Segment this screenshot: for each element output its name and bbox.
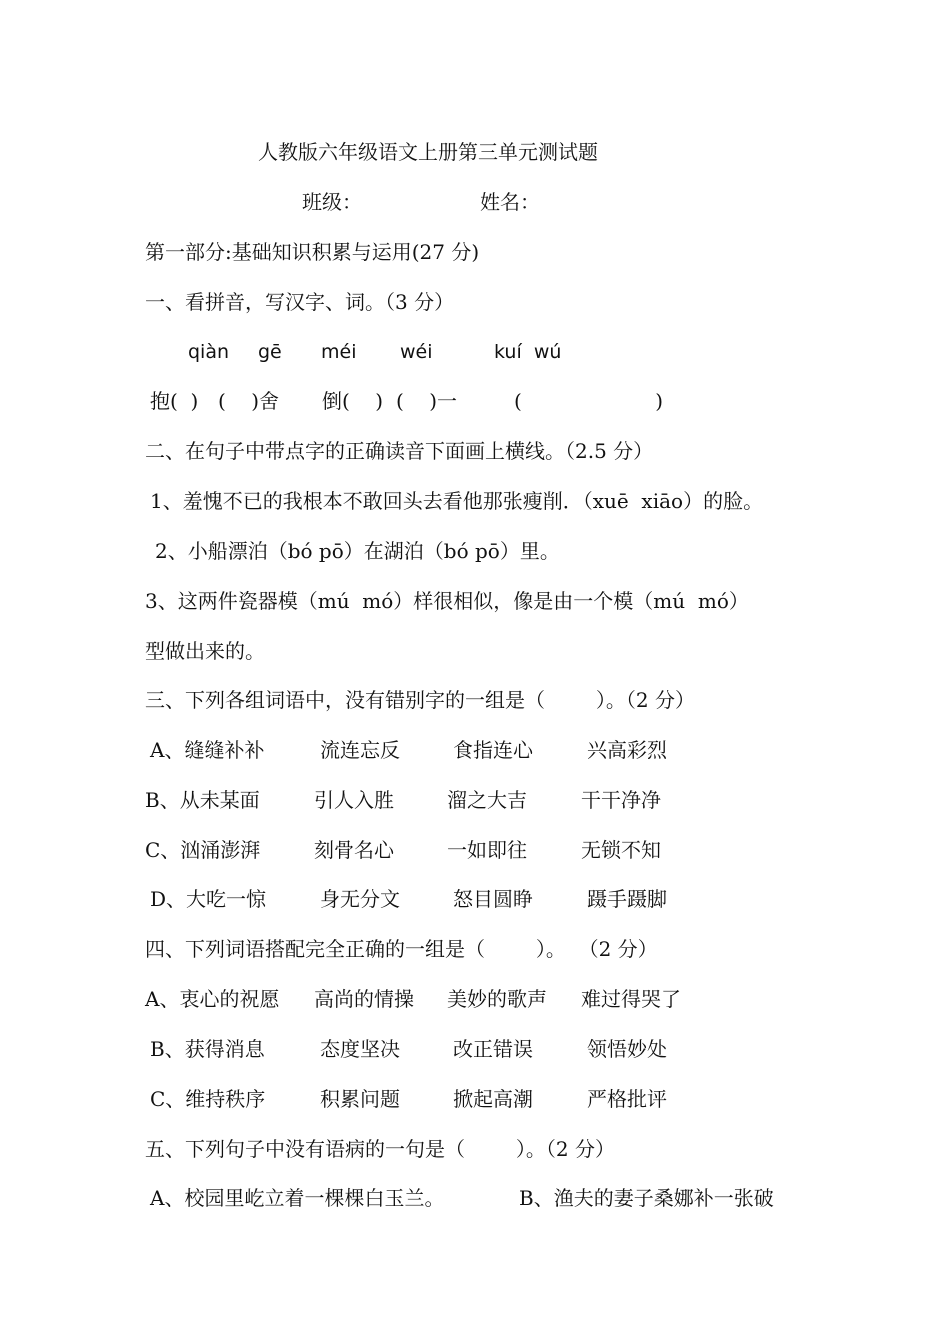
q2-heading: 二、在句子中带点字的正确读音下面画上横线。（2.5 分） <box>145 439 654 463</box>
q4-option-b-2: 态度坚决 <box>320 1037 400 1061</box>
q2-sentence-2: 2、小船漂泊（bó pō）在湖泊（bó pō）里。 <box>155 539 560 563</box>
q3-option-b-3: 溜之大吉 <box>447 788 527 812</box>
q5-heading: 五、下列句子中没有语病的一句是（ ）。（2 分） <box>145 1137 615 1161</box>
q5-option-a: A、校园里屹立着一棵棵白玉兰。 <box>150 1186 445 1210</box>
q3-option-d-1: D、大吃一惊 <box>150 887 267 911</box>
q2-sentence-3b: 型做出来的。 <box>145 639 265 663</box>
q3-option-a-3: 食指连心 <box>453 738 533 762</box>
q4-option-a-2: 高尚的情操 <box>314 987 414 1011</box>
q3-option-a-4: 兴高彩烈 <box>587 738 667 762</box>
q3-option-d-3: 怒目圆睁 <box>453 887 533 911</box>
q5-option-b: B、渔夫的妻子桑娜补一张破 <box>519 1186 774 1210</box>
name-label: 姓名： <box>480 190 540 214</box>
q1-pinyin-2: gē <box>258 341 282 363</box>
q1-blank-4: ( )一 <box>396 389 458 413</box>
q1-pinyin-4: wéi <box>400 341 433 363</box>
q4-option-b-4: 领悟妙处 <box>587 1037 667 1061</box>
q4-option-c-4: 严格批评 <box>587 1087 667 1111</box>
q4-option-a-4: 难过得哭了 <box>581 987 681 1011</box>
q1-blank-3: 倒( ) <box>322 389 384 413</box>
q3-option-c-1: C、汹涌澎湃 <box>145 838 261 862</box>
q4-option-c-1: C、维持秩序 <box>150 1087 266 1111</box>
q3-option-b-4: 干干净净 <box>581 788 661 812</box>
q1-blank-5: ( ) <box>514 389 664 413</box>
q3-option-c-3: 一如即往 <box>447 838 527 862</box>
class-label: 班级： <box>302 190 362 214</box>
q3-option-d-4: 蹑手蹑脚 <box>587 887 667 911</box>
q3-option-b-2: 引人入胜 <box>314 788 394 812</box>
q4-option-b-3: 改正错误 <box>453 1037 533 1061</box>
q3-option-b-1: B、从未某面 <box>145 788 260 812</box>
q1-blank-2: ( )舍 <box>218 389 280 413</box>
q3-option-a-1: A、缝缝补补 <box>150 738 265 762</box>
q3-option-a-2: 流连忘反 <box>320 738 400 762</box>
q4-option-a-1: A、衷心的祝愿 <box>145 987 280 1011</box>
page-title: 人教版六年级语文上册第三单元测试题 <box>258 140 598 164</box>
q3-option-c-2: 刻骨名心 <box>314 838 394 862</box>
part1-heading: 第一部分:基础知识积累与运用(27 分) <box>145 240 480 264</box>
q4-option-c-2: 积累问题 <box>320 1087 400 1111</box>
q2-sentence-1: 1、羞愧不已的我根本不敢回头去看他那张瘦削．（xuē xiāo）的脸。 <box>150 489 764 513</box>
q3-option-d-2: 身无分文 <box>320 887 400 911</box>
q1-blank-1: 抱( ) <box>150 389 199 413</box>
q3-heading: 三、下列各组词语中，没有错别字的一组是（ ）。（2 分） <box>145 688 695 712</box>
q1-pinyin-3: méi <box>321 341 357 363</box>
q4-option-c-3: 掀起高潮 <box>453 1087 533 1111</box>
q1-pinyin-5: kuí wú <box>494 341 562 363</box>
q3-option-c-4: 无锁不知 <box>581 838 661 862</box>
q4-heading: 四、下列词语搭配完全正确的一组是（ ）。 （2 分） <box>145 937 658 961</box>
q4-option-a-3: 美妙的歌声 <box>447 987 547 1011</box>
q2-sentence-3a: 3、这两件瓷器模（mú mó）样很相似，像是由一个模（mú mó） <box>145 589 749 613</box>
q1-heading: 一、看拼音，写汉字、词。（3 分） <box>145 290 455 314</box>
q4-option-b-1: B、获得消息 <box>150 1037 265 1061</box>
q1-pinyin-1: qiàn <box>188 341 230 363</box>
